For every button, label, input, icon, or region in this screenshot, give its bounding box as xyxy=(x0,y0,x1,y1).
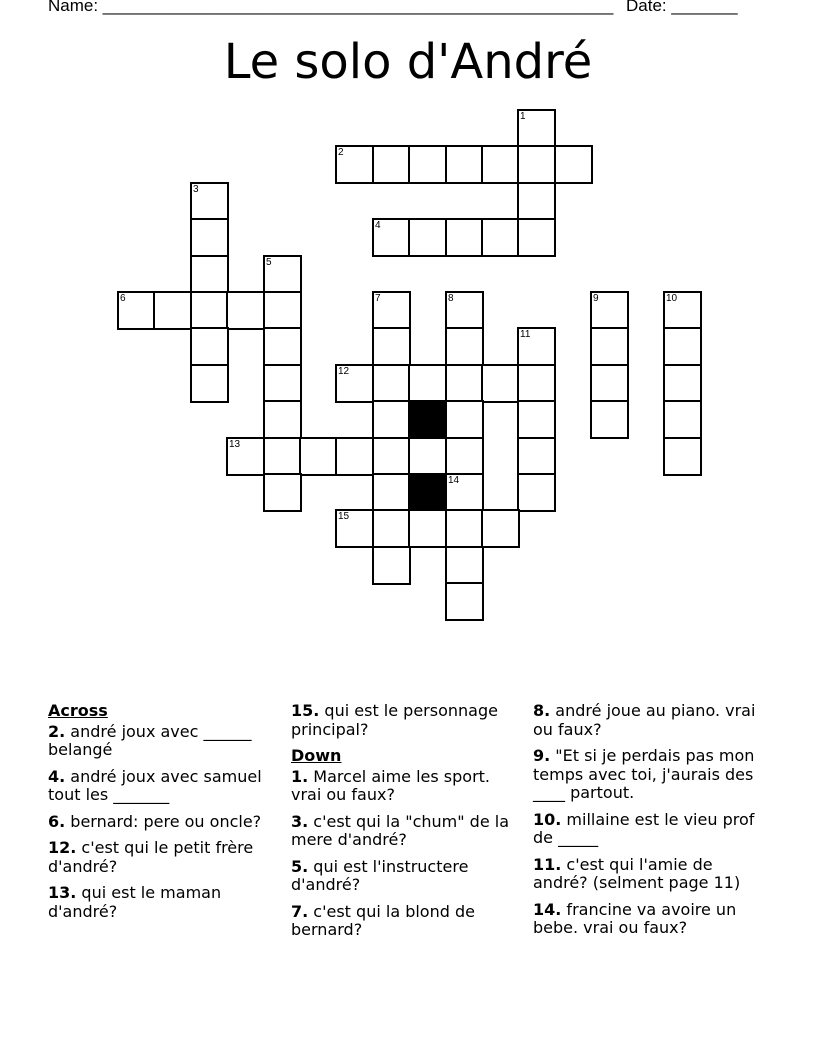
grid-cell[interactable] xyxy=(190,291,229,330)
clue-item xyxy=(533,747,763,803)
clue-text: andré joux avec ______ belangé xyxy=(48,721,252,759)
grid-cell[interactable] xyxy=(517,182,556,221)
grid-cell[interactable] xyxy=(263,327,302,366)
grid-cell[interactable] xyxy=(445,473,484,512)
clue-item xyxy=(291,702,521,739)
clue-item xyxy=(48,884,278,921)
clue-number: 3 xyxy=(193,184,199,195)
grid-cell[interactable] xyxy=(663,291,702,330)
clue-num: 6. xyxy=(48,811,66,831)
grid-cell[interactable] xyxy=(335,145,374,184)
grid-cell[interactable] xyxy=(517,327,556,366)
grid-cell[interactable] xyxy=(663,327,702,366)
clue-number: 6 xyxy=(120,293,126,304)
grid-cell[interactable] xyxy=(263,255,302,294)
clue-num: 11. xyxy=(533,854,562,874)
grid-block xyxy=(408,400,447,439)
clue-text: andré joux avec samuel tout les _______ xyxy=(48,766,262,804)
clue-num: 9. xyxy=(533,746,551,765)
grid-cell[interactable] xyxy=(408,218,447,257)
clue-num: 1. xyxy=(291,766,309,786)
grid-cell[interactable] xyxy=(445,546,484,585)
clue-item xyxy=(48,723,278,760)
clue-number: 2 xyxy=(338,147,344,158)
clue-item xyxy=(291,813,521,850)
clue-number: 11 xyxy=(520,329,531,340)
across-heading: Across xyxy=(48,701,108,720)
clue-item xyxy=(291,903,521,940)
clue-item xyxy=(533,901,763,938)
grid-cell[interactable] xyxy=(190,218,229,257)
clue-text: c'est qui le petit frère d'andré? xyxy=(48,838,254,876)
clue-item xyxy=(291,768,521,805)
grid-cell[interactable] xyxy=(590,400,629,439)
clue-num: 13. xyxy=(48,883,77,902)
clue-number: 13 xyxy=(229,439,241,450)
clue-number: 4 xyxy=(375,220,381,231)
grid-cell[interactable] xyxy=(408,145,447,184)
grid-cell[interactable] xyxy=(263,291,302,330)
clues-column-1 xyxy=(48,702,278,929)
grid-cell[interactable] xyxy=(226,437,265,476)
grid-cell[interactable] xyxy=(372,546,411,585)
grid-cell[interactable] xyxy=(372,145,411,184)
grid-cell[interactable] xyxy=(190,327,229,366)
grid-cell[interactable] xyxy=(445,582,484,621)
down-heading: Down xyxy=(291,746,342,765)
grid-cell[interactable] xyxy=(372,364,411,403)
grid-cell[interactable] xyxy=(190,182,229,221)
grid-cell[interactable] xyxy=(517,109,556,148)
clue-text: bernard: pere ou oncle? xyxy=(65,811,262,831)
grid-cell[interactable] xyxy=(481,364,520,403)
grid-cell[interactable] xyxy=(517,364,556,403)
clue-number: 8 xyxy=(448,293,454,304)
clue-text: c'est qui l'amie de andré? (selment page 11) xyxy=(533,854,741,892)
clue-num: 14. xyxy=(533,899,562,919)
clue-num: 5. xyxy=(291,856,309,876)
clue-text: millaine est le vieu prof de _____ xyxy=(533,809,755,847)
clue-item xyxy=(533,811,763,848)
clues-column-3 xyxy=(533,702,763,946)
grid-cell[interactable] xyxy=(372,473,411,512)
clue-number: 9 xyxy=(593,293,599,304)
grid-cell[interactable] xyxy=(663,437,702,476)
grid-cell[interactable] xyxy=(372,327,411,366)
grid-cell[interactable] xyxy=(408,364,447,403)
clue-number: 5 xyxy=(266,257,272,268)
grid-cell[interactable] xyxy=(517,145,556,184)
grid-cell[interactable] xyxy=(372,437,411,476)
grid-cell[interactable] xyxy=(372,400,411,439)
clue-item xyxy=(533,856,763,893)
grid-cell[interactable] xyxy=(590,327,629,366)
clue-text: andré joue au piano. vrai ou faux? xyxy=(533,701,756,739)
clue-item xyxy=(533,702,763,739)
clue-num: 4. xyxy=(48,766,66,786)
clue-text: "Et si je perdais pas mon temps avec toi, j'aurais des ____ partout. xyxy=(533,746,755,802)
grid-cell[interactable] xyxy=(153,291,192,330)
grid-cell[interactable] xyxy=(263,437,302,476)
date-field-label: Date: _______ xyxy=(626,0,738,15)
clue-text: Marcel aime les sport. vrai ou faux? xyxy=(291,766,491,804)
grid-cell[interactable] xyxy=(335,364,374,403)
clue-text: francine va avoire un bebe. vrai ou faux? xyxy=(533,899,737,937)
clue-num: 7. xyxy=(291,901,309,921)
grid-cell[interactable] xyxy=(481,509,520,548)
grid-cell[interactable] xyxy=(263,364,302,403)
clue-text: c'est qui la "chum" de la mere d'andré? xyxy=(291,811,510,849)
grid-cell[interactable] xyxy=(372,291,411,330)
grid-cell[interactable] xyxy=(590,291,629,330)
clue-num: 3. xyxy=(291,811,309,831)
clue-item xyxy=(48,813,278,832)
grid-cell[interactable] xyxy=(408,437,447,476)
grid-cell[interactable] xyxy=(663,400,702,439)
grid-cell[interactable] xyxy=(372,218,411,257)
grid-cell[interactable] xyxy=(590,364,629,403)
clue-text: qui est le personnage principal? xyxy=(291,701,498,739)
grid-cell[interactable] xyxy=(481,218,520,257)
grid-cell[interactable] xyxy=(299,437,338,476)
clue-number: 7 xyxy=(375,293,381,304)
grid-cell[interactable] xyxy=(226,291,265,330)
clue-text: qui est l'instructere d'andré? xyxy=(291,856,469,894)
grid-cell[interactable] xyxy=(263,473,302,512)
grid-cell[interactable] xyxy=(517,473,556,512)
name-field-label: Name: ______________________________________________________ xyxy=(48,0,614,15)
clue-num: 8. xyxy=(533,701,551,720)
grid-cell[interactable] xyxy=(335,509,374,548)
clue-item xyxy=(48,768,278,805)
grid-cell[interactable] xyxy=(190,255,229,294)
grid-cell[interactable] xyxy=(663,364,702,403)
grid-cell[interactable] xyxy=(335,437,374,476)
clue-num: 15. xyxy=(291,701,320,720)
clue-num: 2. xyxy=(48,721,66,741)
puzzle-title: Le solo d'André xyxy=(223,34,593,90)
clue-number: 15 xyxy=(338,511,350,522)
grid-cell[interactable] xyxy=(445,218,484,257)
grid-cell[interactable] xyxy=(408,509,447,548)
grid-cell[interactable] xyxy=(445,400,484,439)
clue-num: 10. xyxy=(533,809,562,829)
grid-block xyxy=(408,473,447,512)
grid-cell[interactable] xyxy=(445,291,484,330)
grid-cell[interactable] xyxy=(117,291,156,330)
clue-num: 12. xyxy=(48,838,77,857)
clue-item xyxy=(48,839,278,876)
clue-number: 1 xyxy=(520,111,526,122)
grid-cell[interactable] xyxy=(445,509,484,548)
grid-cell[interactable] xyxy=(554,145,593,184)
grid-cell[interactable] xyxy=(517,218,556,257)
clues-column-2 xyxy=(291,702,521,948)
grid-cell[interactable] xyxy=(517,437,556,476)
grid-cell[interactable] xyxy=(190,364,229,403)
grid-cell[interactable] xyxy=(445,327,484,366)
clue-text: qui est le maman d'andré? xyxy=(48,883,222,921)
clue-number: 12 xyxy=(338,366,350,377)
clue-item xyxy=(291,858,521,895)
clue-number: 14 xyxy=(448,475,460,486)
grid-cell[interactable] xyxy=(263,400,302,439)
clue-text: c'est qui la blond de bernard? xyxy=(291,901,475,939)
grid-cell[interactable] xyxy=(445,145,484,184)
grid-cell[interactable] xyxy=(517,400,556,439)
grid-cell[interactable] xyxy=(372,509,411,548)
grid-cell[interactable] xyxy=(481,145,520,184)
grid-cell[interactable] xyxy=(445,364,484,403)
grid-cell[interactable] xyxy=(445,437,484,476)
clue-number: 10 xyxy=(666,293,678,304)
